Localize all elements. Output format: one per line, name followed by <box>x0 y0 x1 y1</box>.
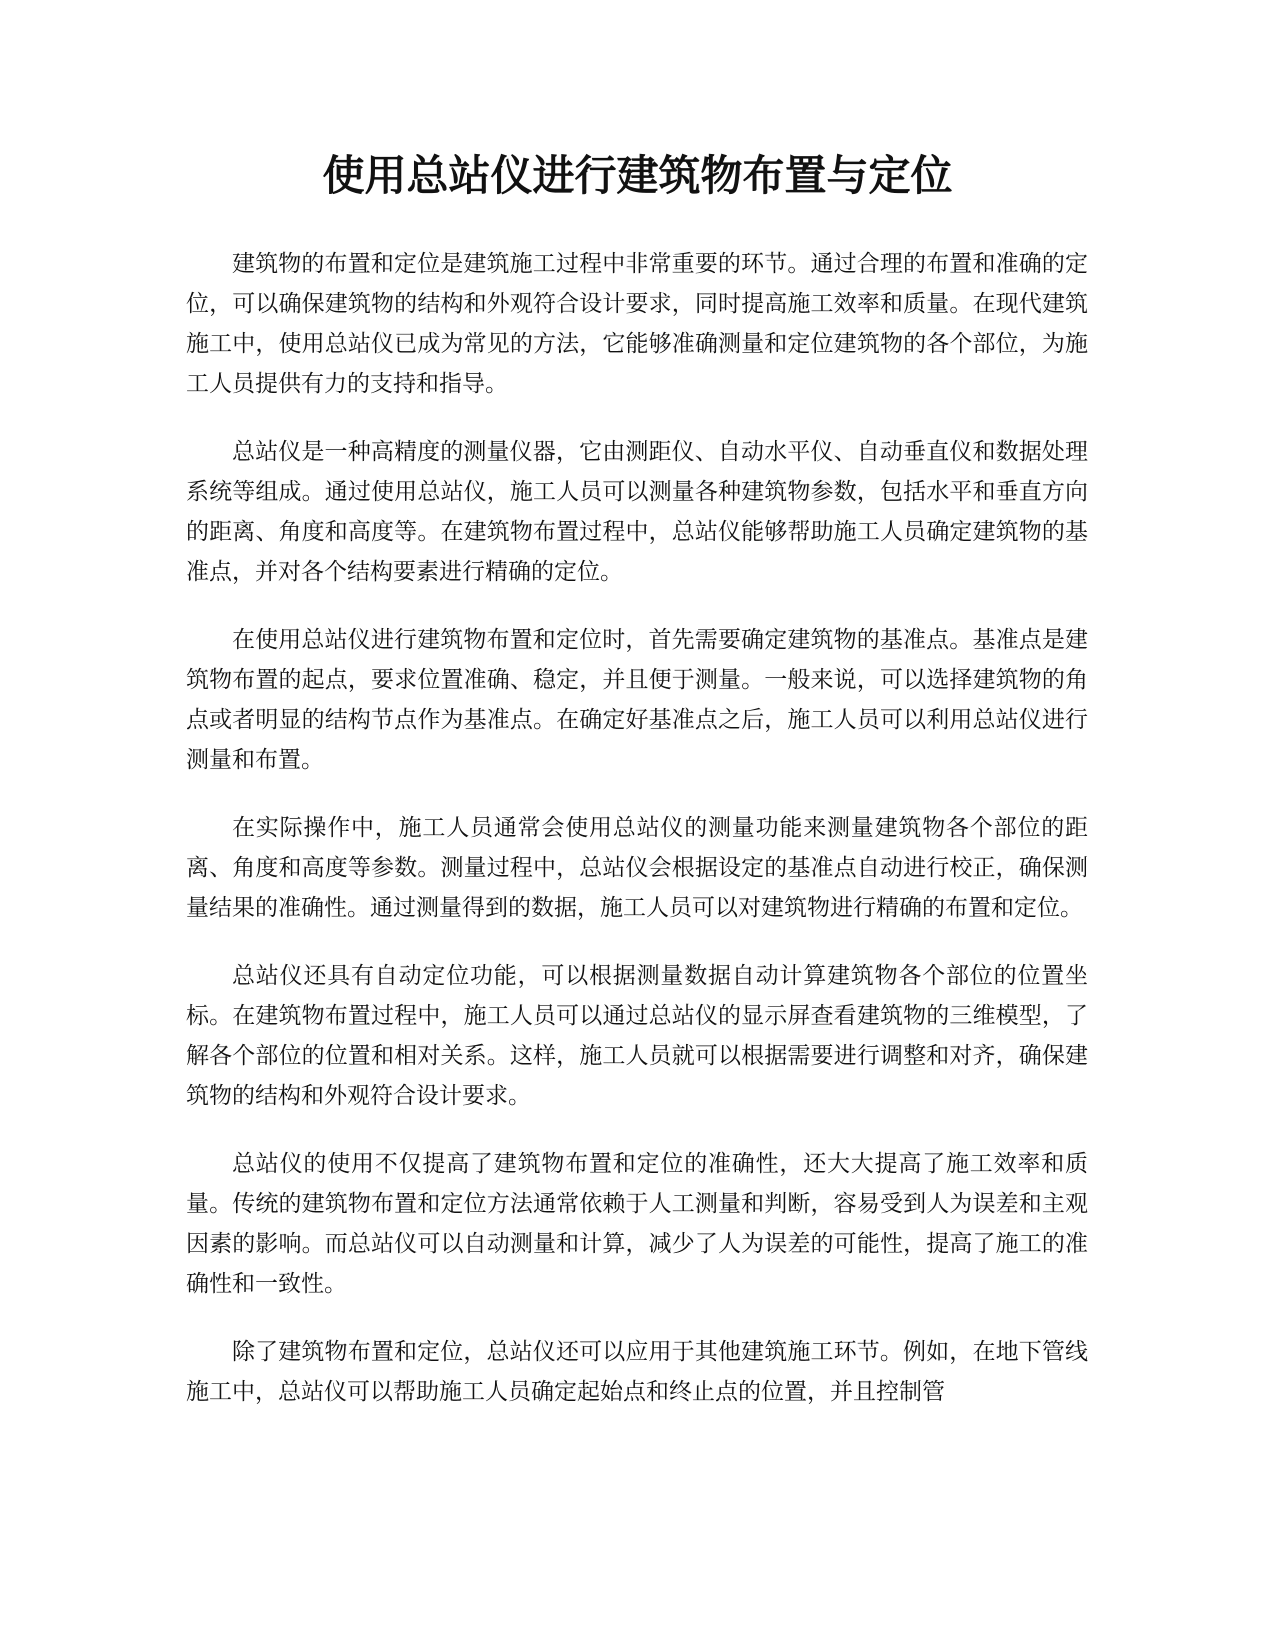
paragraph-5: 总站仪还具有自动定位功能，可以根据测量数据自动计算建筑物各个部位的位置坐标。在建筑物布置过程中，施工人员可以通过总站仪的显示屏查看建筑物的三维模型，了解各个部位的位置和相对关系。这样，施工人员就可以根据需要进行调整和对齐，确保建筑物的结构和外观符合设计要求。 <box>186 963 1088 1109</box>
paragraph-2: 总站仪是一种高精度的测量仪器，它由测距仪、自动水平仪、自动垂直仪和数据处理系统等组成。通过使用总站仪，施工人员可以测量各种建筑物参数，包括水平和垂直方向的距离、角度和高度等。在建筑物布置过程中，总站仪能够帮助施工人员确定建筑物的基准点，并对各个结构要素进行精确的定位。 <box>186 439 1088 585</box>
document-body <box>186 244 1088 1440</box>
document-title: 使用总站仪进行建筑物布置与定位 <box>322 151 953 200</box>
paragraph-7: 除了建筑物布置和定位，总站仪还可以应用于其他建筑施工环节。例如，在地下管线施工中，总站仪可以帮助施工人员确定起始点和终止点的位置，并且控制管 <box>186 1339 1088 1405</box>
paragraph-4: 在实际操作中，施工人员通常会使用总站仪的测量功能来测量建筑物各个部位的距离、角度和高度等参数。测量过程中，总站仪会根据设定的基准点自动进行校正，确保测量结果的准确性。通过测量得到的数据，施工人员可以对建筑物进行精确的布置和定位。 <box>186 815 1088 921</box>
paragraph-6: 总站仪的使用不仅提高了建筑物布置和定位的准确性，还大大提高了施工效率和质量。传统的建筑物布置和定位方法通常依赖于人工测量和判断，容易受到人为误差和主观因素的影响。而总站仪可以自动测量和计算，减少了人为误差的可能性，提高了施工的准确性和一致性。 <box>186 1151 1088 1297</box>
paragraph-1: 建筑物的布置和定位是建筑施工过程中非常重要的环节。通过合理的布置和准确的定位，可以确保建筑物的结构和外观符合设计要求，同时提高施工效率和质量。在现代建筑施工中，使用总站仪已成为常见的方法，它能够准确测量和定位建筑物的各个部位，为施工人员提供有力的支持和指导。 <box>186 251 1088 397</box>
paragraph-3: 在使用总站仪进行建筑物布置和定位时，首先需要确定建筑物的基准点。基准点是建筑物布置的起点，要求位置准确、稳定，并且便于测量。一般来说，可以选择建筑物的角点或者明显的结构节点作为基准点。在确定好基准点之后，施工人员可以利用总站仪进行测量和布置。 <box>186 627 1088 773</box>
